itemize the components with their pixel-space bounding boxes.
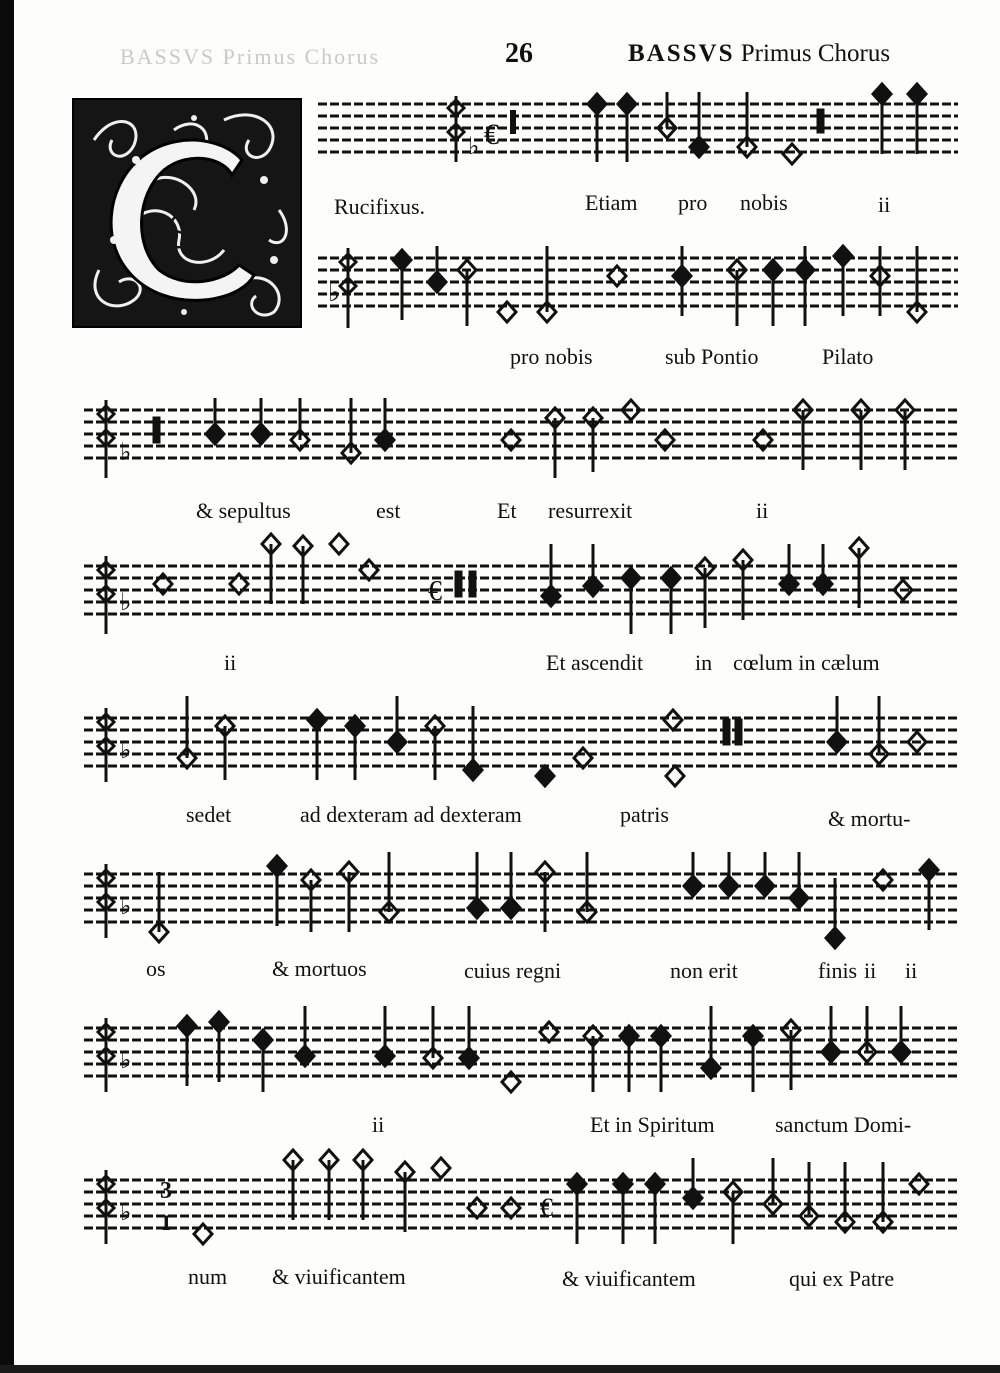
music-staff-6 <box>84 862 960 942</box>
lyric-line-5-seg-1: sedet <box>186 802 232 827</box>
bleed-through-heading: BASSVS Primus Chorus <box>120 44 381 69</box>
mensuration-sign-bottom: I <box>162 1210 171 1235</box>
svg-text:♭: ♭ <box>120 1200 132 1226</box>
lyric-line-6-seg-2: & mortuos <box>272 956 367 981</box>
svg-text:♭: ♭ <box>120 894 132 920</box>
lyric-line-3-seg-4: resurrexit <box>548 498 633 523</box>
lyric-line-7-seg-1: ii <box>372 1112 385 1137</box>
svg-text:♭: ♭ <box>120 738 132 764</box>
svg-text:♭: ♭ <box>328 278 341 307</box>
page-bottom-shadow <box>0 1365 1000 1373</box>
f-clef-icon <box>98 400 114 478</box>
music-staff-4 <box>84 554 960 634</box>
lyric-line-2-seg-2: sub Pontio <box>665 344 759 369</box>
lyric-line-4-seg-4: cœlum in cælum <box>733 650 880 675</box>
lyric-line-8-seg-1: num <box>188 1264 228 1289</box>
lyric-line-2-seg-1: pro nobis <box>510 344 593 369</box>
lyric-line-1-seg-5: ii <box>878 192 891 217</box>
lyric-line-4-seg-3: in <box>695 650 713 675</box>
f-clef-icon <box>340 248 356 328</box>
lyric-line-5-seg-2: ad dexteram ad dexteram <box>300 802 522 827</box>
f-clef-icon <box>98 556 114 634</box>
page-edge-shadow <box>0 0 14 1373</box>
lyric-line-1-seg-1: Rucifixus. <box>334 194 426 219</box>
music-staff-5 <box>84 706 960 786</box>
lyric-line-1-seg-4: nobis <box>740 190 788 215</box>
svg-text:♭: ♭ <box>120 440 132 466</box>
lyric-line-6-seg-7: ii <box>905 958 918 983</box>
lyric-line-1-seg-2: Etiam <box>585 190 638 215</box>
lyric-line-3-seg-3: Et <box>497 498 517 523</box>
page-number: 26 <box>505 38 533 69</box>
music-staff-2 <box>318 246 958 326</box>
svg-text:♭: ♭ <box>468 134 480 160</box>
lyric-line-4-seg-1: ii <box>224 650 237 675</box>
lyric-line-2-seg-3: Pilato <box>822 344 874 369</box>
f-clef-icon <box>98 708 114 782</box>
mensuration-sign-top: 3 <box>160 1178 172 1204</box>
page-header <box>0 38 1000 78</box>
svg-text:€: € <box>484 118 499 151</box>
lyric-line-8-seg-2: & viuificantem <box>272 1264 406 1289</box>
svg-text:♭: ♭ <box>120 1048 132 1074</box>
lyric-line-6-seg-3: cuius regni <box>464 958 562 983</box>
lyric-line-4-seg-2: Et ascendit <box>546 650 644 675</box>
chorus-name: Primus Chorus <box>740 40 891 67</box>
f-clef-icon <box>98 1170 114 1244</box>
music-staff-8 <box>84 1168 960 1248</box>
lyric-line-3-seg-5: ii <box>756 498 769 523</box>
lyric-line-7-seg-3: sanctum Domi- <box>775 1112 912 1137</box>
voice-name: BASSVS <box>628 40 735 67</box>
lyric-line-7-seg-2: Et in Spiritum <box>590 1112 715 1137</box>
lyric-line-5-seg-3: patris <box>620 802 669 827</box>
f-clef-icon <box>98 1018 114 1092</box>
svg-text:€: € <box>428 576 442 607</box>
lyric-line-3-seg-2: est <box>376 498 401 523</box>
running-head <box>628 40 890 68</box>
f-clef-icon <box>98 864 114 938</box>
music-staff-1 <box>318 92 958 172</box>
lyric-line-6-seg-1: os <box>146 956 166 981</box>
lyric-line-1-seg-3: pro <box>678 190 708 215</box>
music-staff-3 <box>84 398 960 478</box>
lyric-line-3-seg-1: & sepultus <box>196 498 291 523</box>
lyric-line-5-seg-4: & mortu- <box>828 806 911 831</box>
music-staff-7 <box>84 1016 960 1096</box>
lyric-line-6-seg-5: finis <box>818 958 858 983</box>
lyric-line-8-seg-3: & viuificantem <box>562 1266 696 1291</box>
decorated-initial-C-icon <box>72 98 302 328</box>
svg-text:€: € <box>540 1193 553 1222</box>
lyric-line-8-seg-4: qui ex Patre <box>789 1266 895 1291</box>
lyric-line-6-seg-4: non erit <box>670 958 738 983</box>
svg-text:♭: ♭ <box>120 590 132 616</box>
lyric-line-6-seg-6: ii <box>864 958 877 983</box>
